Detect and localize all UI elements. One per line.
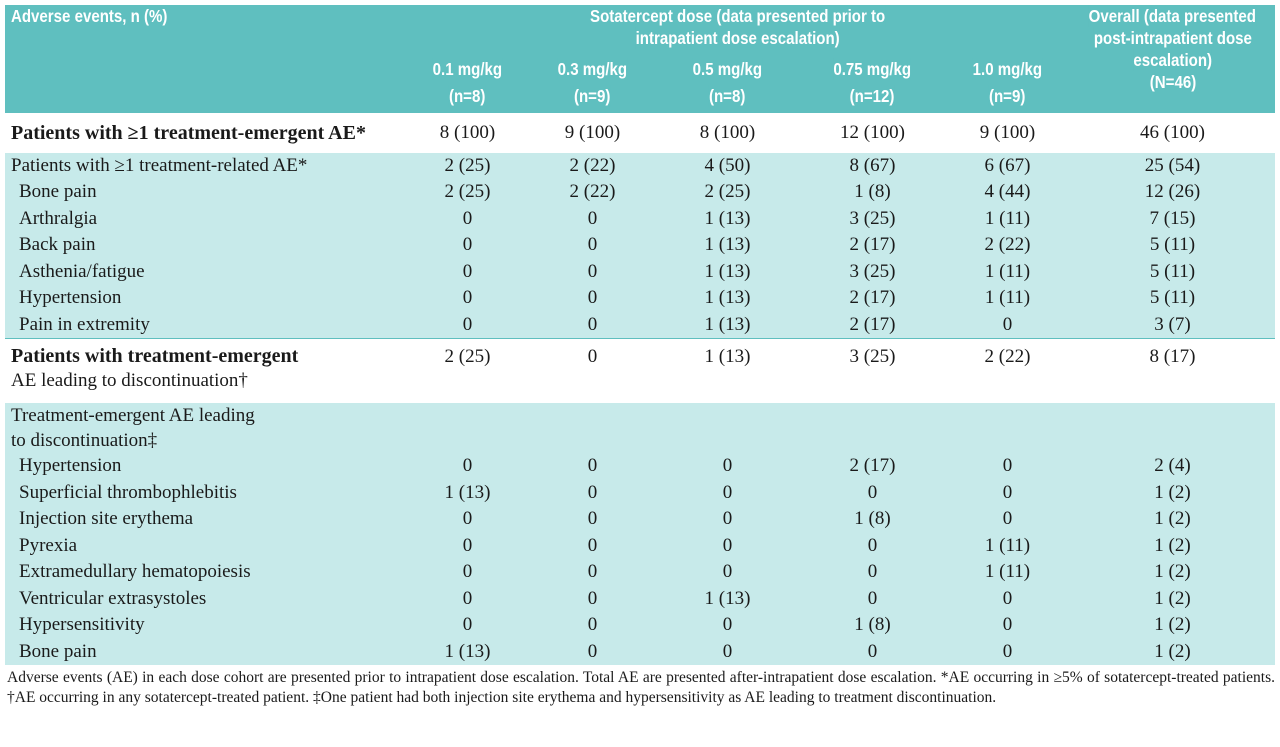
adverse-events-table [5,5,1275,665]
table-row [5,586,1275,613]
header-overall-line2: post-intrapatient dose [1093,28,1252,48]
cell-value: 2 (22) [945,339,1070,404]
table-row-any-teae [5,113,1275,153]
row-sublabel: to discontinuation‡ [11,430,158,451]
table-row [5,206,1275,233]
row-label: Ventricular extrasystoles [5,586,405,613]
cell-value: 0 [530,559,655,586]
cell-value: 0 [405,612,530,639]
row-label: Treatment-emergent AE leading [11,405,255,426]
table-row [5,639,1275,666]
cell-value: 1 (2) [1070,639,1275,666]
cell-value: 0 [530,480,655,507]
adverse-events-table-container [5,5,1275,708]
cell-value: 5 (11) [1070,285,1275,312]
cell-value: 0 [945,480,1070,507]
cell-value: 2 (17) [800,285,945,312]
cell-value: 1 (2) [1070,480,1275,507]
cell-value: 1 (2) [1070,586,1275,613]
cell-value: 1 (13) [405,480,530,507]
cell-value: 0 [405,312,530,339]
cell-value: 0 [945,639,1070,666]
cell-value: 9 (100) [530,113,655,153]
cell-value: 1 (11) [945,206,1070,233]
cell-value: 0 [405,506,530,533]
row-label: Hypersensitivity [5,612,405,639]
cell-value: 2 (25) [405,339,530,404]
cell-value: 8 (100) [405,113,530,153]
table-row [5,612,1275,639]
cell-value: 0 [530,533,655,560]
cell-value: 3 (25) [800,206,945,233]
row-label: Extramedullary hematopoiesis [5,559,405,586]
table-row [5,559,1275,586]
header-dose-0: 0.1 mg/kg (n=8) [405,57,530,110]
cell-value: 1 (13) [655,285,800,312]
cell-value: 4 (44) [945,179,1070,206]
table-row [5,453,1275,480]
cell-value: 1 (8) [800,179,945,206]
cell-value: 0 [945,312,1070,339]
row-label: Asthenia/fatigue [5,259,405,286]
row-label: Arthralgia [5,206,405,233]
cell-value: 0 [405,259,530,286]
cell-value: 0 [405,533,530,560]
cell-value: 2 (17) [800,312,945,339]
cell-value: 1 (13) [655,339,800,404]
cell-value: 2 (4) [1070,453,1275,480]
cell-value: 8 (100) [655,113,800,153]
cell-value: 0 [405,453,530,480]
cell-value: 1 (2) [1070,612,1275,639]
row-label-cell [5,339,405,404]
table-row [5,179,1275,206]
table-header [5,5,1275,113]
cell-value: 0 [800,639,945,666]
cell-value: 0 [530,206,655,233]
cell-value: 1 (13) [655,586,800,613]
cell-value: 0 [945,612,1070,639]
header-dose-subtable [405,57,1070,110]
cell-value: 2 (25) [405,153,530,180]
cell-value: 0 [405,206,530,233]
header-dose-group-cell [405,5,1070,113]
cell-value: 0 [945,586,1070,613]
row-label: Patients with ≥1 treatment-emergent AE* [5,113,405,153]
cell-value: 0 [530,232,655,259]
cell-value: 1 (2) [1070,506,1275,533]
table-row [5,259,1275,286]
cell-value: 0 [530,586,655,613]
cell-value: 0 [655,639,800,666]
cell-value: 0 [945,453,1070,480]
row-label: Back pain [5,232,405,259]
row-label: Patients with treatment-emergent [11,345,299,367]
header-overall-line1: Overall (data presented [1088,6,1257,26]
header-dose-3: 0.75 mg/kg (n=12) [800,57,945,110]
cell-value: 1 (13) [655,232,800,259]
cell-value: 2 (22) [530,153,655,180]
cell-value: 0 [655,453,800,480]
cell-value: 0 [530,639,655,666]
row-label: Patients with ≥1 treatment-related AE* [5,153,405,180]
cell-value: 8 (67) [800,153,945,180]
row-label: Pyrexia [5,533,405,560]
cell-value: 2 (17) [800,453,945,480]
row-label: Bone pain [5,179,405,206]
cell-value: 0 [800,586,945,613]
cell-value: 12 (26) [1070,179,1275,206]
cell-value: 9 (100) [945,113,1070,153]
cell-value: 2 (22) [530,179,655,206]
cell-value: 1 (2) [1070,533,1275,560]
cell-value: 3 (25) [800,259,945,286]
cell-value: 0 [655,612,800,639]
header-row-label-cell [5,5,405,113]
cell-value: 0 [405,586,530,613]
row-label: Superficial thrombophlebitis [5,480,405,507]
cell-value: 1 (2) [1070,559,1275,586]
header-dose-1: 0.3 mg/kg (n=9) [530,57,655,110]
header-dose-2: 0.5 mg/kg (n=8) [655,57,800,110]
table-row [5,506,1275,533]
cell-value: 12 (100) [800,113,945,153]
cell-value: 3 (7) [1070,312,1275,339]
row-label: Hypertension [5,285,405,312]
cell-value: 0 [530,259,655,286]
header-overall-cell [1070,5,1275,113]
cell-value: 1 (11) [945,259,1070,286]
table-row [5,232,1275,259]
header-dose-group-line2: intrapatient dose escalation) [635,28,840,48]
header-dose-group-line1: Sotatercept dose (data presented prior to [589,6,886,26]
cell-value: 7 (15) [1070,206,1275,233]
table-row-teae-discontinuation [5,339,1275,404]
cell-value: 0 [655,480,800,507]
header-dose-4: 1.0 mg/kg (n=9) [945,57,1070,110]
cell-value: 1 (8) [800,506,945,533]
cell-value: 0 [655,533,800,560]
cell-value: 0 [800,480,945,507]
row-label-cell [5,403,405,453]
cell-value: 0 [530,453,655,480]
row-label: Hypertension [5,453,405,480]
cell-value: 4 (50) [655,153,800,180]
table-row [5,312,1275,339]
cell-value: 0 [530,612,655,639]
cell-value: 2 (25) [405,179,530,206]
table-row [5,480,1275,507]
header-overall-n: (N=46) [1149,72,1196,92]
cell-value: 0 [655,506,800,533]
row-label: Injection site erythema [5,506,405,533]
cell-value: 0 [800,559,945,586]
cell-value: 2 (17) [800,232,945,259]
cell-value: 2 (25) [655,179,800,206]
cell-value: 0 [945,506,1070,533]
table-row-section-heading [5,403,1275,453]
cell-value: 25 (54) [1070,153,1275,180]
row-label: Pain in extremity [5,312,405,339]
cell-value: 1 (13) [655,312,800,339]
cell-value: 1 (13) [655,206,800,233]
cell-value: 1 (11) [945,533,1070,560]
cell-value: 6 (67) [945,153,1070,180]
cell-value: 2 (22) [945,232,1070,259]
cell-value: 8 (17) [1070,339,1275,404]
table-row [5,533,1275,560]
cell-value: 1 (8) [800,612,945,639]
cell-value: 0 [655,559,800,586]
cell-value: 0 [405,232,530,259]
table-row [5,285,1275,312]
cell-value: 0 [530,339,655,404]
table-row [5,153,1275,180]
cell-value: 1 (11) [945,559,1070,586]
header-overall-line3: escalation) [1133,50,1212,70]
cell-value: 5 (11) [1070,232,1275,259]
cell-value: 0 [405,559,530,586]
cell-value: 3 (25) [800,339,945,404]
cell-value: 46 (100) [1070,113,1275,153]
header-row-label: Adverse events, n (%) [11,6,168,26]
row-sublabel: AE leading to discontinuation† [11,370,248,391]
cell-value: 0 [405,285,530,312]
cell-value: 1 (13) [405,639,530,666]
cell-value: 0 [800,533,945,560]
table-body [5,113,1275,665]
cell-value: 5 (11) [1070,259,1275,286]
cell-value: 0 [530,312,655,339]
cell-value: 1 (13) [655,259,800,286]
cell-value: 0 [530,285,655,312]
row-label: Bone pain [5,639,405,666]
cell-value: 0 [530,506,655,533]
table-footnote: Adverse events (AE) in each dose cohort are presented prior to intrapatient dose escalation. Total AE are presented after-intrapatient dose escalation. *AE occurring in ≥5% of sotatercept-treated patients. †AE occurring in any sotatercept-treated patient. ‡One patient had both injection site erythema and hypersensitivity as AE leading to treatment discontinuation. [7,669,1275,706]
cell-value: 1 (11) [945,285,1070,312]
